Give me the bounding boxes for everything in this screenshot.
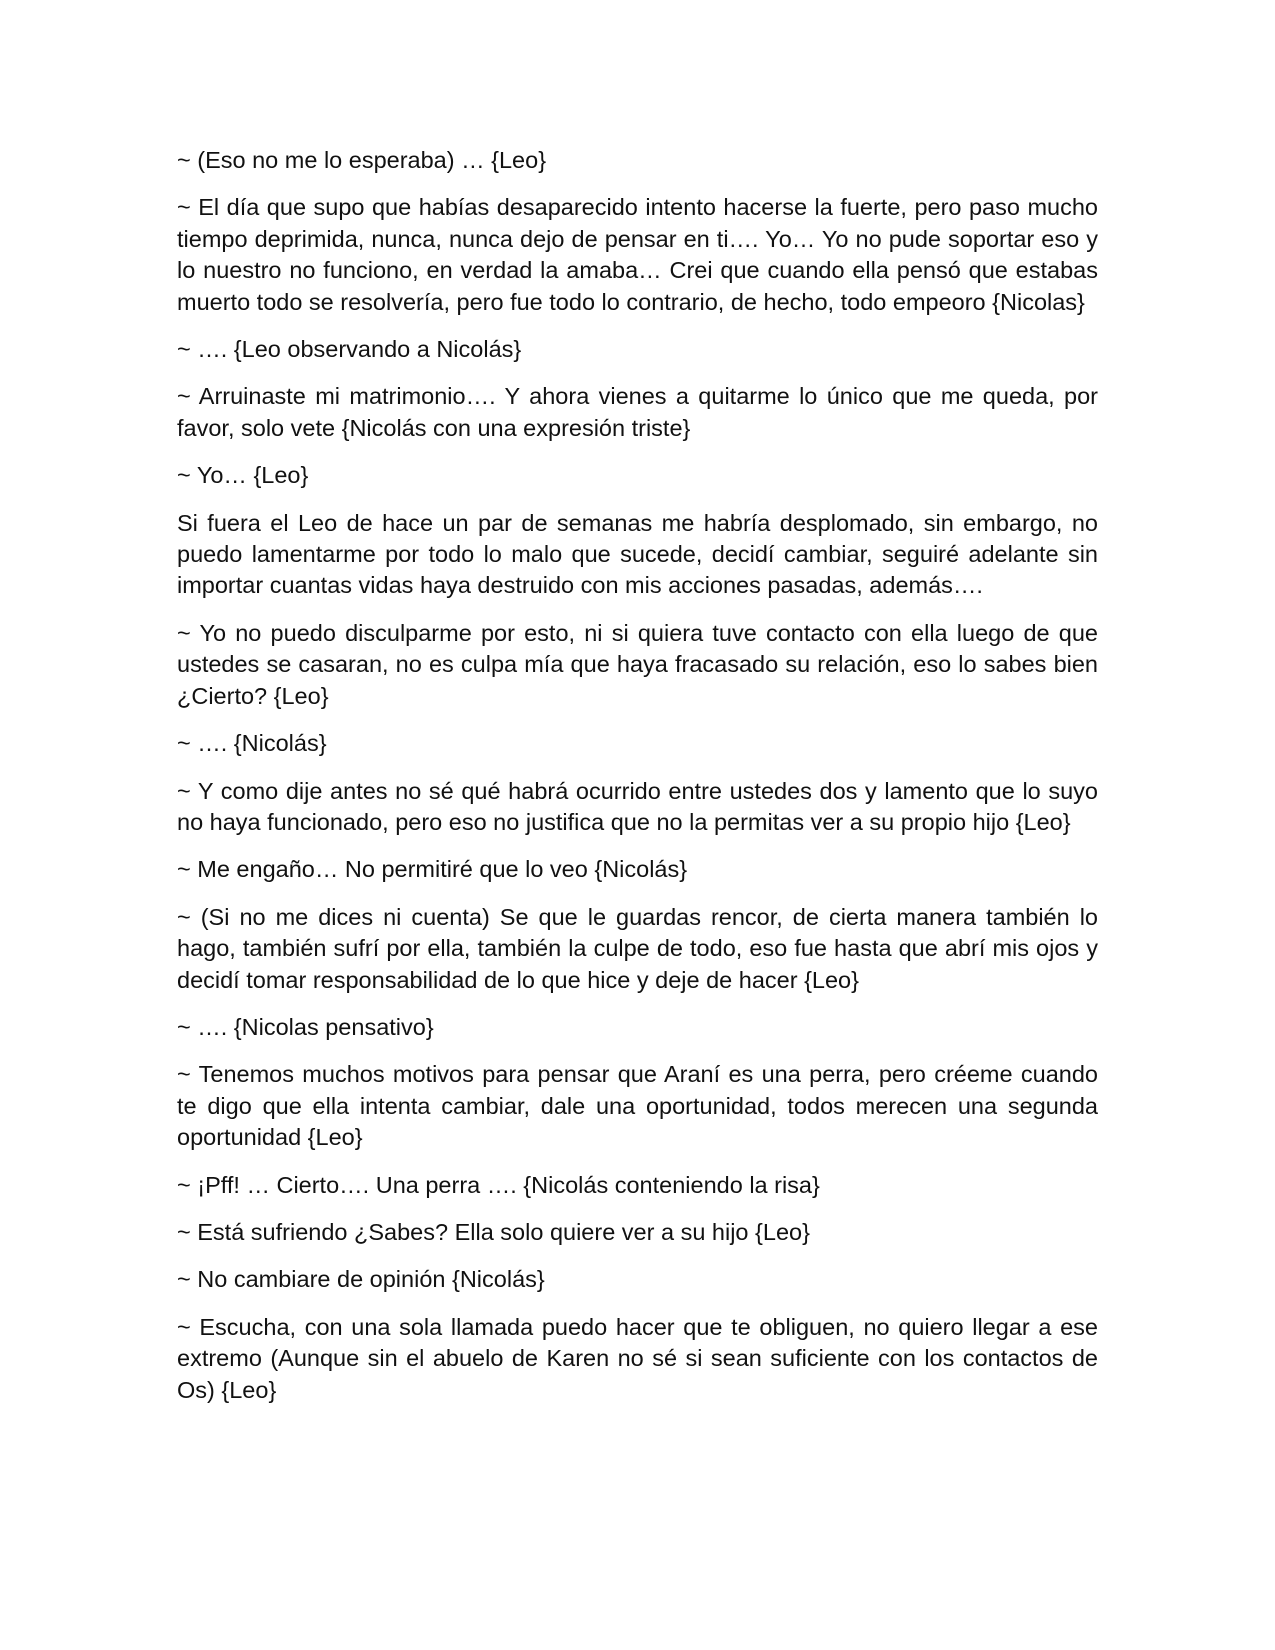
paragraph: ~ Yo no puedo disculparme por esto, ni si quiera tuve contacto con ella luego de que ustedes se casaran, no es culpa mía que haya fracasado su relación, eso lo sabes bien ¿Cierto? {Leo}: [177, 619, 1098, 709]
paragraph: ~ Tenemos muchos motivos para pensar que Araní es una perra, pero créeme cuando te digo que ella intenta cambiar, dale una oportunidad, todos merecen una segunda oportunidad {Leo}: [177, 1061, 1098, 1151]
paragraph: ~ Escucha, con una sola llamada puedo hacer que te obliguen, no quiero llegar a ese extremo (Aunque sin el abuelo de Karen no sé si sean suficiente con los contactos de Os) {Leo}: [177, 1313, 1098, 1403]
paragraph: ~ Y como dije antes no sé qué habrá ocurrido entre ustedes dos y lamento que lo suyo no haya funcionado, pero eso no justifica que no la permitas ver a su propio hijo {Leo}: [177, 777, 1098, 835]
paragraph: ~ (Eso no me lo esperaba) … {Leo}: [177, 147, 547, 173]
paragraph: ~ …. {Nicolás}: [177, 730, 327, 757]
document-body: [177, 145, 1098, 1422]
paragraph: ~ (Si no me dices ni cuenta) Se que le guardas rencor, de cierta manera también lo hago, también sufrí por ella, también la culpe de todo, eso fue hasta que abrí mis ojos y decidí tomar responsabilidad de lo que hice y deje de hacer {Leo}: [177, 903, 1098, 993]
paragraph: ~ No cambiare de opinión {Nicolás}: [177, 1266, 545, 1293]
paragraph: ~ …. {Nicolas pensativo}: [177, 1013, 434, 1040]
paragraph: ~ ¡Pff! … Cierto…. Una perra …. {Nicolás conteniendo la risa}: [177, 1171, 820, 1198]
paragraph: ~ …. {Leo observando a Nicolás}: [177, 336, 522, 363]
paragraph: Si fuera el Leo de hace un par de semanas me habría desplomado, sin embargo, no puedo lamentarme por todo lo malo que sucede, decidí cambiar, seguiré adelante sin importar cuantas vidas haya destruido con mis acciones pasadas, además….: [177, 509, 1098, 599]
paragraph: ~ Arruinaste mi matrimonio…. Y ahora vienes a quitarme lo único que me queda, por favor, solo vete {Nicolás con una expresión triste}: [177, 383, 1098, 441]
paragraph: ~ Está sufriendo ¿Sabes? Ella solo quiere ver a su hijo {Leo}: [177, 1218, 810, 1245]
paragraph: ~ El día que supo que habías desaparecido intento hacerse la fuerte, pero paso mucho tiempo deprimida, nunca, nunca dejo de pensar en ti…. Yo… Yo no pude soportar eso y lo nuestro no funciono, en verdad la amaba… Crei que cuando ella pensó que estabas muerto todo se resolvería, pero fue todo lo contrario, de hecho, todo empeoro {Nicolas}: [177, 194, 1098, 315]
paragraph: ~ Me engaño… No permitiré que lo veo {Nicolás}: [177, 856, 688, 883]
paragraph: ~ Yo… {Leo}: [177, 462, 309, 489]
